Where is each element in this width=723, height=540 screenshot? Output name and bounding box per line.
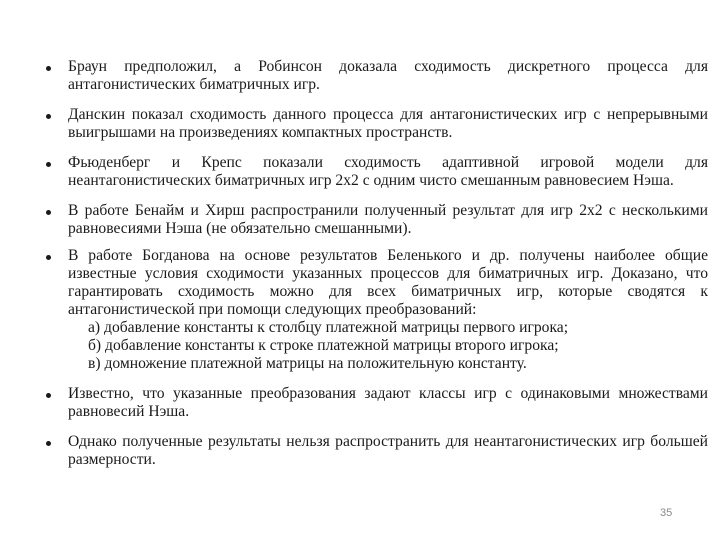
bullet-text: Данскин показал сходимость данного процесса для антагонистических игр с непрерывными выигрышами на произведениях компактных пространств. (68, 106, 708, 141)
sub-item: в) домножение платежной матрицы на положительную константу. (88, 355, 527, 372)
page-number: 35 (660, 507, 673, 519)
bullet-text: В работе Богданова на основе результатов Беленького и др. получены наиболее общие известные условия сходимости указанных процессов для биматричных игр. Доказано, что гарантировать сходимость можно для всех биматричных игр, которые сводятся к антагонистической при помощи следующих преобразований: (68, 247, 708, 318)
bullet-dot-icon (46, 393, 51, 398)
bullet-dot-icon (46, 114, 51, 119)
bullet-list (44, 58, 708, 481)
bullet-item (44, 247, 708, 373)
bullet-dot-icon (46, 255, 51, 260)
bullet-text: Фьюденберг и Крепс показали сходимость адаптивной игровой модели для неантагонистических биматричных игр 2x2 с одним чисто смешанным равновесием Нэша. (68, 154, 708, 189)
bullet-text: В работе Бенайм и Хирш распространили полученный результат для игр 2x2 с несколькими равновесиями Нэша (не обязательно смешанными). (68, 202, 708, 237)
transformations-list (68, 319, 708, 373)
bullet-dot-icon (46, 210, 51, 215)
bullet-item (44, 106, 708, 142)
bullet-text: Известно, что указанные преобразования задают классы игр с одинаковыми множествами равновесий Нэша. (68, 385, 708, 420)
bullet-item (44, 433, 708, 469)
bullet-dot-icon (46, 441, 51, 446)
bullet-text: Однако полученные результаты нельзя распространить для неантагонистических игр большей размерности. (68, 433, 708, 468)
bullet-item (44, 58, 708, 94)
bullet-item (44, 385, 708, 421)
bullet-text: Браун предположил, а Робинсон доказала сходимость дискретного процесса для антагонистических биматричных игр. (68, 58, 708, 93)
bullet-dot-icon (46, 162, 51, 167)
bullet-dot-icon (46, 66, 51, 71)
sub-item: а) добавление константы к столбцу платежной матрицы первого игрока; (88, 319, 569, 336)
bullet-item (44, 154, 708, 190)
bullet-item (44, 202, 708, 238)
sub-item: б) добавление константы к строке платежной матрицы второго игрока; (88, 337, 559, 354)
